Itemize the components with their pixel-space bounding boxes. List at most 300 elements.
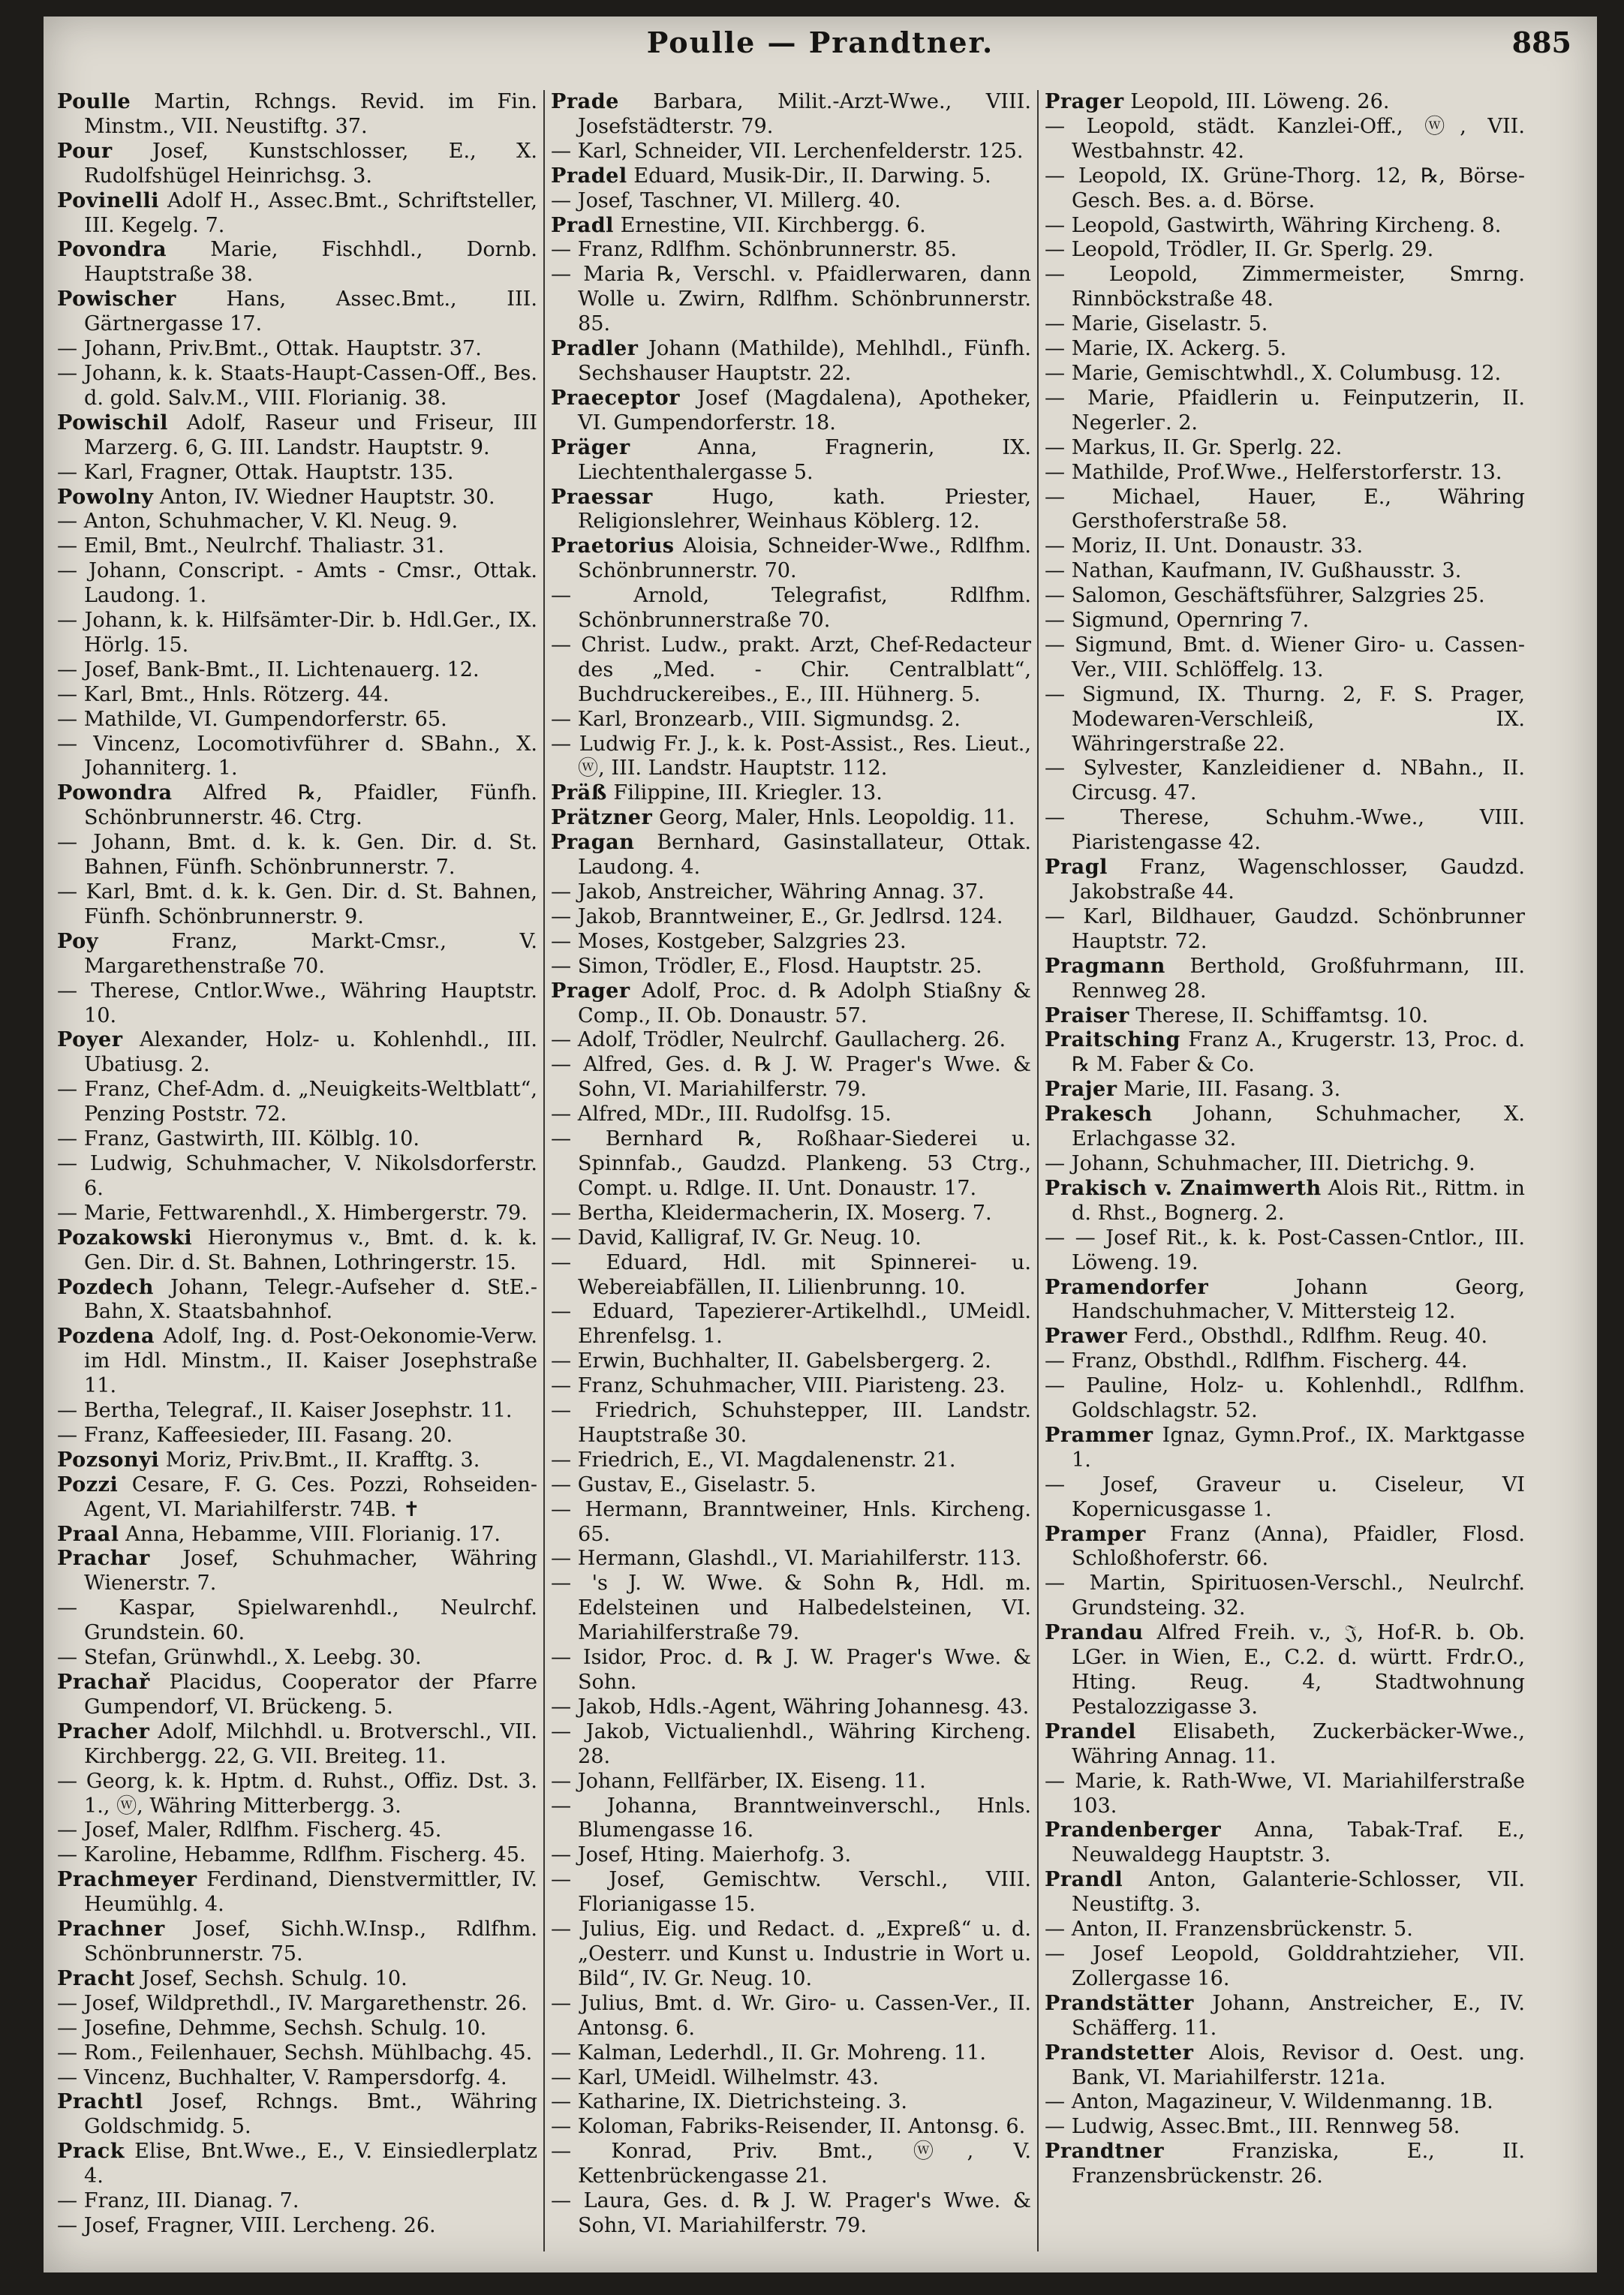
directory-entry [57,2189,537,2214]
entry-text: Johann (Mathilde), Mehlhdl., Fünfh. Sechshauser Hauptstr. 22. [578,337,1031,385]
directory-entry [551,584,1031,633]
entry-surname: Pramendorfer [1045,1275,1209,1299]
entry-text: — Karoline, Hebamme, Rdlfhm. Fischerg. 45. [57,1843,526,1867]
directory-entry [1045,534,1525,559]
directory-entry [1045,1226,1525,1276]
directory-entry [1045,1177,1525,1226]
entry-text: Josef, Rchngs. Bmt., Währing Goldschmidg. 5. [84,2090,537,2139]
directory-entry [551,140,1031,164]
entry-surname: Pradel [551,164,627,188]
entry-text: — 's J. W. Wwe. & Sohn ℞, Hdl. m. Edelsteinen und Halbedelsteinen, VI. Mariahilferstraße 79. [551,1572,1031,1645]
entry-text: — Bernhard ℞, Roßhaar-Siederei u. Spinnfab., Gaudzd. Plankeng. 53 Ctrg., Compt. u. Rdlge. II. Unt. Donaustr. 17. [551,1127,1031,1200]
entry-text: — Vincenz, Locomotivführer d. SBahn., X. Johanniterg. 1. [57,732,537,781]
entry-surname: Pragl [1045,856,1108,880]
directory-entry [1045,955,1525,1004]
entry-text: — Erwin, Buchhalter, II. Gabelsbergerg. 2. [551,1349,991,1373]
entry-text: — Johann, Conscript. - Amts - Cmsr., Ottak. Laudong. 1. [57,559,537,608]
entry-text: Johann, Anstreicher, E., IV. Schäfferg. 11. [1072,1991,1525,2040]
directory-entry [551,238,1031,263]
directory-entry [57,1720,537,1770]
entry-text: — Rom., Feilenhauer, Sechsh. Mühlbachg. 45. [57,2041,533,2065]
entry-surname: Povinelli [57,188,160,212]
directory-entry [1045,1572,1525,1621]
entry-surname: Powondra [57,781,173,805]
entry-text: — Marie, Fettwarenhdl., X. Himbergerstr. 79. [57,1201,528,1225]
directory-entry [1045,1374,1525,1424]
entry-surname: Powischil [57,411,168,435]
column-divider [543,90,545,2251]
directory-entry [551,1053,1031,1102]
directory-entry [1045,683,1525,757]
entry-text: — Hermann, Branntweiner, Hnls. Kircheng. 65. [551,1497,1031,1546]
directory-entry [57,1818,537,1843]
entry-surname: Prajer [1045,1078,1117,1102]
entry-surname: Prakesch [1045,1102,1153,1126]
entry-text: — Josef Leopold, Golddrahtzieher, VII. Zollergasse 16. [1045,1942,1525,1990]
directory-entry [551,1102,1031,1127]
directory-entry [57,732,537,782]
directory-entry [1045,633,1525,683]
entry-text: — Julius, Eig. und Redact. d. „Expreß“ u. d. „Oesterr. und Kunst u. Industrie in Wort u. Bild“, IV. Gr. Neug. 10. [551,1918,1031,1990]
directory-entry [57,461,537,486]
entry-surname: Präger [551,435,630,459]
directory-entry [551,1226,1031,1251]
entry-text: Placidus, Cooperator der Pfarre Gumpendorf, VI. Brückeng. 5. [84,1671,537,1719]
entry-text: — Johann, Priv.Bmt., Ottak. Hauptstr. 37. [57,337,482,361]
entry-surname: Prandl [1045,1868,1123,1892]
directory-entry [57,140,537,189]
entry-surname: Pozdech [57,1275,154,1299]
directory-entry [1045,609,1525,633]
directory-entry [1045,584,1525,609]
entry-text: Elise, Bnt.Wwe., E., V. Einsiedlerplatz 4. [84,2140,537,2188]
entry-text: — Josef, Taschner, VI. Millerg. 40. [551,188,901,212]
directory-entry [57,1226,537,1276]
entry-surname: Powischer [57,287,176,311]
directory-entry [1045,387,1525,436]
directory-entry [551,486,1031,535]
entry-text: Alois Rit., Rittm. in d. Rhst., Bognerg. 2. [1072,1176,1525,1225]
directory-entry [1045,1325,1525,1349]
entry-surname: Pradl [551,213,614,237]
entry-text: — Gustav, E., Giselastr. 5. [551,1472,817,1496]
entry-surname: Pracht [57,1966,135,1990]
directory-entry [551,1399,1031,1448]
entry-text: — Franz, Chef-Adm. d. „Neuigkeits-Weltblatt“, Penzing Poststr. 72. [57,1078,537,1126]
entry-text: Johann, Telegr.-Aufseher d. StE.-Bahn, X. Staatsbahnhof. [84,1275,537,1324]
directory-entry [551,1448,1031,1473]
entry-text: — Markus, II. Gr. Sperlg. 22. [1045,435,1343,459]
directory-entry [57,683,537,708]
entry-text: — Alfred, MDr., III. Rudolfsg. 15. [551,1102,892,1126]
entry-text: — Marie, k. Rath-Wwe, VI. Mariahilferstraße 103. [1045,1769,1525,1818]
entry-text: — Anton, Magazineur, V. Wildenmanng. 1B. [1045,2090,1493,2114]
entry-text: — Vincenz, Buchhalter, V. Rampersdorfg. 4. [57,2065,507,2089]
directory-entry [1045,756,1525,806]
entry-text: — Johann, Fellfärber, IX. Eiseng. 11. [551,1769,926,1793]
entry-text: Therese, II. Schiffamtsg. 10. [1129,1003,1429,1027]
entry-text: — Eduard, Hdl. mit Spinnerei- u. Webereiabfällen, II. Lilienbrunng. 10. [551,1250,1031,1299]
directory-entry [57,1399,537,1424]
entry-text: Filippine, III. Kriegler. 13. [606,781,883,805]
entry-text: Bernhard, Gasinstallateur, Ottak. Laudong. 4. [578,831,1031,880]
entry-text: Ignaz, Gymn.Prof., IX. Marktgasse 1. [1072,1423,1525,1472]
directory-entry [57,1992,537,2017]
directory-entry [1045,90,1525,115]
entry-surname: Prachař [57,1671,150,1694]
entry-surname: Pragmann [1045,954,1165,978]
entry-surname: Poy [57,929,98,953]
entry-surname: Pragan [551,831,635,855]
directory-entry [551,263,1031,337]
entry-text: Moriz, Priv.Bmt., II. Krafftg. 3. [159,1448,480,1472]
directory-entry [57,831,537,880]
entry-text: — Marie, Gemischtwhdl., X. Columbusg. 12. [1045,361,1502,385]
directory-entry [551,708,1031,732]
directory-entry [57,2214,537,2239]
entry-text: — Anton, Schuhmacher, V. Kl. Neug. 9. [57,510,459,534]
entry-text: Adolf, Raseur und Friseur, III Marzerg. 6, G. III. Landstr. Hauptstr. 9. [84,411,537,459]
entry-text: — Christ. Ludw., prakt. Arzt, Chef-Redacteur des „Med. - Chir. Centralblatt“, Buchdruckereibes., E., III. Hühnerg. 5. [551,633,1031,706]
directory-entry [1045,1349,1525,1374]
entry-text: Adolf H., Assec.Bmt., Schriftsteller, III. Kegelg. 7. [84,188,537,237]
directory-entry [551,189,1031,214]
directory-entry [551,1843,1031,1868]
entry-text: Marie, III. Fasang. 3. [1117,1078,1341,1102]
directory-entry [551,1695,1031,1720]
directory-entry [57,486,537,510]
directory-entry [551,534,1031,584]
entry-text: — Michael, Hauer, E., Währing Gersthoferstraße 58. [1045,485,1525,534]
entry-surname: Prager [551,979,630,1003]
entry-surname: Prachner [57,1918,165,1942]
entry-text: Josef, Sechsh. Schulg. 10. [134,1966,408,1990]
entry-text: — Salomon, Geschäftsführer, Salzgries 25. [1045,584,1485,608]
entry-text: Anna, Hebamme, VIII. Florianig. 17. [119,1522,501,1546]
entry-text: — Jakob, Branntweiner, E., Gr. Jedlrsd. 124. [551,904,1003,928]
directory-entry [551,2115,1031,2140]
directory-entry [551,1374,1031,1399]
directory-entry [1045,1992,1525,2041]
running-head [44,23,1597,66]
entry-text: — Leopold, Zimmermeister, Smrng. Rinnböckstraße 48. [1045,263,1525,311]
directory-entry [551,1918,1031,1992]
entry-text: — Therese, Cntlor.Wwe., Währing Hauptstr. 10. [57,979,537,1027]
entry-text: — Moriz, II. Unt. Donaustr. 33. [1045,534,1364,558]
entry-text: — Mathilde, VI. Gumpendorferstr. 65. [57,707,447,731]
entry-text: — Anton, II. Franzensbrückenstr. 5. [1045,1918,1413,1942]
directory-entry [57,1473,537,1523]
directory-entry [1045,1078,1525,1102]
entry-text: — Bertha, Telegraf., II. Kaiser Josephstr. 11. [57,1399,513,1423]
directory-entry [57,1596,537,1646]
entry-text: Alfred ℞, Pfaidler, Fünfh. Schönbrunnerstr. 46. Ctrg. [84,781,537,830]
entry-surname: Praeceptor [551,386,680,410]
entry-surname: Powolny [57,485,154,509]
directory-entry [57,1918,537,1967]
entry-text: Leopold, III. Löweng. 26. [1123,90,1390,113]
directory-entry [57,1671,537,1720]
entry-text: Anton, Galanterie-Schlosser, VII. Neustiftg. 3. [1072,1868,1525,1917]
entry-text: Anna, Fragnerin, IX. Liechtenthalergasse 5. [578,435,1031,484]
entry-text: — Franz, Gastwirth, III. Kölblg. 10. [57,1127,420,1151]
entry-text: — Josefine, Dehmme, Sechsh. Schulg. 10. [57,2016,487,2040]
directory-entry [551,1646,1031,1695]
directory-entry [1045,486,1525,535]
directory-entry [551,436,1031,486]
directory-entry [57,1127,537,1152]
entry-text: Berthold, Großfuhrmann, III. Rennweg 28. [1072,954,1525,1003]
entry-surname: Pracher [57,1719,150,1743]
entry-text: — Franz, Obsthdl., Rdlfhm. Fischerg. 44. [1045,1349,1468,1373]
entry-text: — Ludwig, Assec.Bmt., III. Rennweg 58. [1045,2115,1460,2139]
directory-entry [551,1300,1031,1349]
directory-entry [551,1720,1031,1770]
directory-entry [1045,1770,1525,1819]
entry-text: — Leopold, Gastwirth, Währing Kircheng. 8. [1045,213,1502,237]
directory-entry [57,510,537,534]
entry-text: — Emil, Bmt., Neulrchf. Thaliastr. 31. [57,534,445,558]
entry-text: Anton, IV. Wiedner Hauptstr. 30. [153,485,495,509]
entry-text: Ferdinand, Dienstvermittler, IV. Heumühlg. 4. [84,1868,537,1917]
entry-text: Josef (Magdalena), Apotheker, VI. Gumpendorferstr. 18. [578,386,1031,435]
directory-entry [1045,164,1525,214]
entry-text: — Karl, Bmt. d. k. k. Gen. Dir. d. St. Bahnen, Fünfh. Schönbrunnerstr. 9. [57,880,537,928]
entry-text: — Stefan, Grünwhdl., X. Leebg. 30. [57,1646,422,1670]
entry-surname: Prandstetter [1045,2041,1194,2065]
entry-text: Alfred Freih. v., 𝔍, Hof-R. b. Ob. LGer. in Wien, E., C.2. d. württ. Frdr.O., Hting. Reug. 4, Stadtwohnung Pestalozzigasse 3. [1072,1621,1525,1719]
directory-entry [57,979,537,1029]
directory-entry [1045,1918,1525,1942]
directory-entry [551,1868,1031,1918]
directory-entry [1045,2115,1525,2140]
directory-entry [551,880,1031,905]
directory-entry [551,1992,1031,2041]
directory-entry [57,1202,537,1226]
directory-entry [57,1523,537,1548]
entry-text: — Friedrich, E., VI. Magdalenenstr. 21. [551,1448,956,1472]
entry-text: Elisabeth, Zuckerbäcker-Wwe., Währing Annag. 11. [1072,1719,1525,1768]
entry-text: — Karl, Bronzearb., VIII. Sigmundsg. 2. [551,707,961,731]
entry-text: — Jakob, Anstreicher, Währing Annag. 37. [551,880,985,904]
directory-entry [57,534,537,559]
directory-entry [57,2066,537,2091]
entry-surname: Praitsching [1045,1028,1180,1052]
entry-text: — Julius, Bmt. d. Wr. Giro- u. Cassen-Ver., II. Antonsg. 6. [551,1991,1031,2040]
entry-surname: Prade [551,90,619,113]
entry-text: — Sigmund, IX. Thurng. 2, F. S. Prager, Modewaren-Verschleiß, IX. Währingerstraße 22. [1045,682,1525,756]
entry-text: — Johann, Schuhmacher, III. Dietrichg. 9. [1045,1151,1475,1175]
entry-text: — Marie, IX. Ackerg. 5. [1045,337,1287,361]
directory-entry [551,732,1031,782]
directory-entry [57,781,537,831]
entry-text: — Konrad, Priv. Bmt., ⓦ, V. Kettenbrückengasse 21. [551,2140,1031,2188]
directory-entry [1045,1868,1525,1918]
entry-surname: Präß [551,781,607,805]
entry-text: — Therese, Schuhm.-Wwe., VIII. Piaristengasse 42. [1045,806,1525,855]
entry-surname: Poyer [57,1028,123,1052]
entry-text: — Laura, Ges. d. ℞ J. W. Prager's Wwe. & Sohn, VI. Mariahilferstr. 79. [551,2189,1031,2237]
entry-text: Josef, Schuhmacher, Währing Wienerstr. 7. [84,1547,537,1596]
directory-entry [551,955,1031,979]
entry-text: — Ludwig Fr. J., k. k. Post-Assist., Res. Lieut., ⓦ, III. Landstr. Hauptstr. 112. [551,732,1031,781]
directory-entry [57,2017,537,2041]
entry-text: Franz (Anna), Pfaidler, Flosd. Schloßhoferstr. 66. [1072,1522,1525,1571]
directory-entry [1045,559,1525,584]
entry-text: — Martin, Spirituosen-Verschl., Neulrchf. Grundsteing. 32. [1045,1572,1525,1620]
entry-text: — Friedrich, Schuhstepper, III. Landstr. Hauptstraße 30. [551,1399,1031,1447]
entry-surname: Prammer [1045,1423,1153,1447]
entry-surname: Prätzner [551,806,653,830]
directory-entry [57,1868,537,1918]
directory-entry [1045,1276,1525,1325]
entry-surname: Pozakowski [57,1226,193,1250]
directory-entry [551,2189,1031,2239]
entry-text: — Georg, k. k. Hptm. d. Ruhst., Offiz. Dst. 3. 1., ⓦ, Währing Mitterbergg. 3. [57,1769,537,1818]
entry-surname: Prachar [57,1547,150,1571]
directory-entry [551,930,1031,955]
directory-entry [1045,2041,1525,2091]
directory-entry [1045,1523,1525,1572]
entry-text: Adolf, Proc. d. ℞ Adolph Stiaßny & Comp., II. Ob. Donaustr. 57. [578,979,1031,1027]
entry-surname: Prager [1045,90,1124,113]
directory-entry [551,1127,1031,1202]
directory-entry [551,831,1031,880]
entry-text: Johann, Schuhmacher, X. Erlachgasse 32. [1072,1102,1525,1151]
directory-entry [1045,1152,1525,1177]
directory-entry [57,1152,537,1202]
directory-entry [1045,461,1525,486]
entry-text: — Leopold, IX. Grüne-Thorg. 12, ℞, Börse-Gesch. Bes. a. d. Börse. [1045,164,1525,212]
entry-text: — Eduard, Tapezierer-Artikelhdl., UMeidl. Ehrenfelsg. 1. [551,1300,1031,1349]
entry-surname: Pradler [551,337,639,361]
directory-entry [551,1794,1031,1844]
entry-text: — Nathan, Kaufmann, IV. Gußhausstr. 3. [1045,559,1462,583]
entry-surname: Prandenberger [1045,1818,1222,1842]
entry-text: — Johanna, Branntweinverschl., Hnls. Blumengasse 16. [551,1794,1031,1842]
directory-entry [57,1276,537,1325]
entry-text: — Josef, Gemischtw. Verschl., VIII. Florianigasse 15. [551,1868,1031,1917]
directory-entry [551,1349,1031,1374]
entry-text: — Johann, Bmt. d. k. k. Gen. Dir. d. St. Bahnen, Fünfh. Schönbrunnerstr. 7. [57,831,537,880]
entry-text: — Bertha, Kleidermacherin, IX. Moserg. 7. [551,1201,992,1225]
entry-text: — Koloman, Fabriks-Reisender, II. Antonsg. 6. [551,2115,1026,2139]
entry-text: Alexander, Holz- u. Kohlenhdl., III. Ubatiusg. 2. [84,1028,537,1077]
entry-surname: Praessar [551,485,653,509]
column-3 [1045,90,1525,2189]
directory-entry [551,2066,1031,2091]
entry-text: Alois, Revisor d. Oest. ung. Bank, VI. Mariahilferstr. 121a. [1072,2041,1525,2089]
directory-entry [57,337,537,362]
entry-text: Barbara, Milit.-Arzt-Wwe., VIII. Josefstädterstr. 79. [578,90,1031,138]
directory-entry [551,164,1031,189]
directory-entry [1045,312,1525,337]
page-number: 885 [1511,26,1571,59]
entry-text: — Ludwig, Schuhmacher, V. Nikolsdorferstr. 6. [57,1151,537,1200]
directory-entry [57,2041,537,2066]
directory-entry [1045,263,1525,312]
entry-surname: Pozsonyi [57,1448,160,1472]
entry-text: Adolf, Milchhdl. u. Brotverschl., VII. Kirchbergg. 22, G. VII. Breiteg. 11. [84,1719,537,1768]
entry-surname: Prandstätter [1045,1991,1194,2015]
directory-entry [551,387,1031,436]
entry-text: — Simon, Trödler, E., Flosd. Hauptstr. 25. [551,954,982,978]
directory-entry [57,238,537,287]
directory-entry [551,1028,1031,1053]
directory-entry [551,781,1031,806]
entry-text: — Josef, Hting. Maierhofg. 3. [551,1843,852,1867]
entry-surname: Praal [57,1522,119,1546]
entry-text: — Josef, Maler, Rdlfhm. Fischerg. 45. [57,1818,442,1842]
directory-entry [57,1547,537,1596]
directory-entry [1045,115,1525,164]
column-1 [57,90,537,2239]
entry-text: — Karl, Bildhauer, Gaudzd. Schönbrunner Hauptstr. 72. [1045,904,1525,953]
entry-text: Josef, Kunstschlosser, E., X. Rudolfshügel Heinrichsg. 3. [84,139,537,188]
entry-text: — Sylvester, Kanzleidiener d. NBahn., II. Circusg. 47. [1045,756,1525,805]
entry-text: — — Josef Rit., k. k. Post-Cassen-Cntlor., III. Löweng. 19. [1045,1226,1525,1274]
directory-entry [1045,214,1525,239]
directory-entry [1045,1473,1525,1523]
entry-text: — Isidor, Proc. d. ℞ J. W. Prager's Wwe. & Sohn. [551,1646,1031,1694]
entry-surname: Pozzi [57,1472,119,1496]
directory-entry [1045,856,1525,905]
directory-entry [551,1572,1031,1646]
entry-text: — Karl, Schneider, VII. Lerchenfelderstr. 125. [551,139,1024,163]
directory-entry [57,1078,537,1127]
entry-text: Georg, Maler, Hnls. Leopoldig. 11. [652,806,1015,830]
entry-text: Aloisia, Schneider-Wwe., Rdlfhm. Schönbrunnerstr. 70. [578,534,1031,583]
entry-surname: Prandel [1045,1719,1136,1743]
entry-surname: Prandau [1045,1621,1144,1645]
entry-text: Josef, Sichh.W.Insp., Rdlfhm. Schönbrunnerstr. 75. [84,1918,537,1966]
entry-text: Franz, Markt-Cmsr., V. Margarethenstraße 70. [84,929,537,978]
directory-entry [57,90,537,140]
directory-entry [551,633,1031,708]
entry-text: Anna, Tabak-Traf. E., Neuwaldegg Hauptstr. 3. [1072,1818,1525,1867]
directory-entry [551,1770,1031,1794]
entry-text: — Moses, Kostgeber, Salzgries 23. [551,929,907,953]
entry-text: Eduard, Musik-Dir., II. Darwing. 5. [627,164,991,188]
directory-entry [57,362,537,411]
directory-entry [551,1251,1031,1301]
entry-text: Cesare, F. G. Ces. Pozzi, Rohseiden-Agent, VI. Mariahilferstr. 74B. ✝ [84,1472,537,1521]
directory-entry [57,1646,537,1671]
directory-entry [57,287,537,337]
directory-entry [1045,436,1525,461]
entry-text: — Alfred, Ges. d. ℞ J. W. Prager's Wwe. & Sohn, VI. Mariahilferstr. 79. [551,1053,1031,1102]
directory-entry [551,2041,1031,2066]
directory-entry [551,1202,1031,1226]
directory-entry [57,1770,537,1819]
directory-entry [551,806,1031,831]
entry-text: — Marie, Giselastr. 5. [1045,312,1268,336]
directory-entry [551,905,1031,930]
entry-text: Hugo, kath. Priester, Religionslehrer, Weinhaus Köblerg. 12. [578,485,1031,534]
entry-text: — Kaspar, Spielwarenhdl., Neulrchf. Grundstein. 60. [57,1596,537,1645]
entry-surname: Prakisch v. Znaimwerth [1045,1176,1322,1200]
directory-entry [1045,1424,1525,1473]
directory-page [44,17,1597,2272]
entry-text: Ferd., Obsthdl., Rdlfhm. Reug. 40. [1127,1325,1488,1349]
directory-entry [1045,905,1525,955]
entry-surname: Pozdena [57,1325,155,1349]
directory-entry [57,2140,537,2189]
entry-surname: Praetorius [551,534,675,558]
entry-text: — Johann, k. k. Hilfsämter-Dir. b. Hdl.Ger., IX. Hörlg. 15. [57,609,537,657]
directory-entry [551,2090,1031,2115]
entry-text: — Josef, Graveur u. Ciseleur, VI Kopernicusgasse 1. [1045,1472,1525,1521]
